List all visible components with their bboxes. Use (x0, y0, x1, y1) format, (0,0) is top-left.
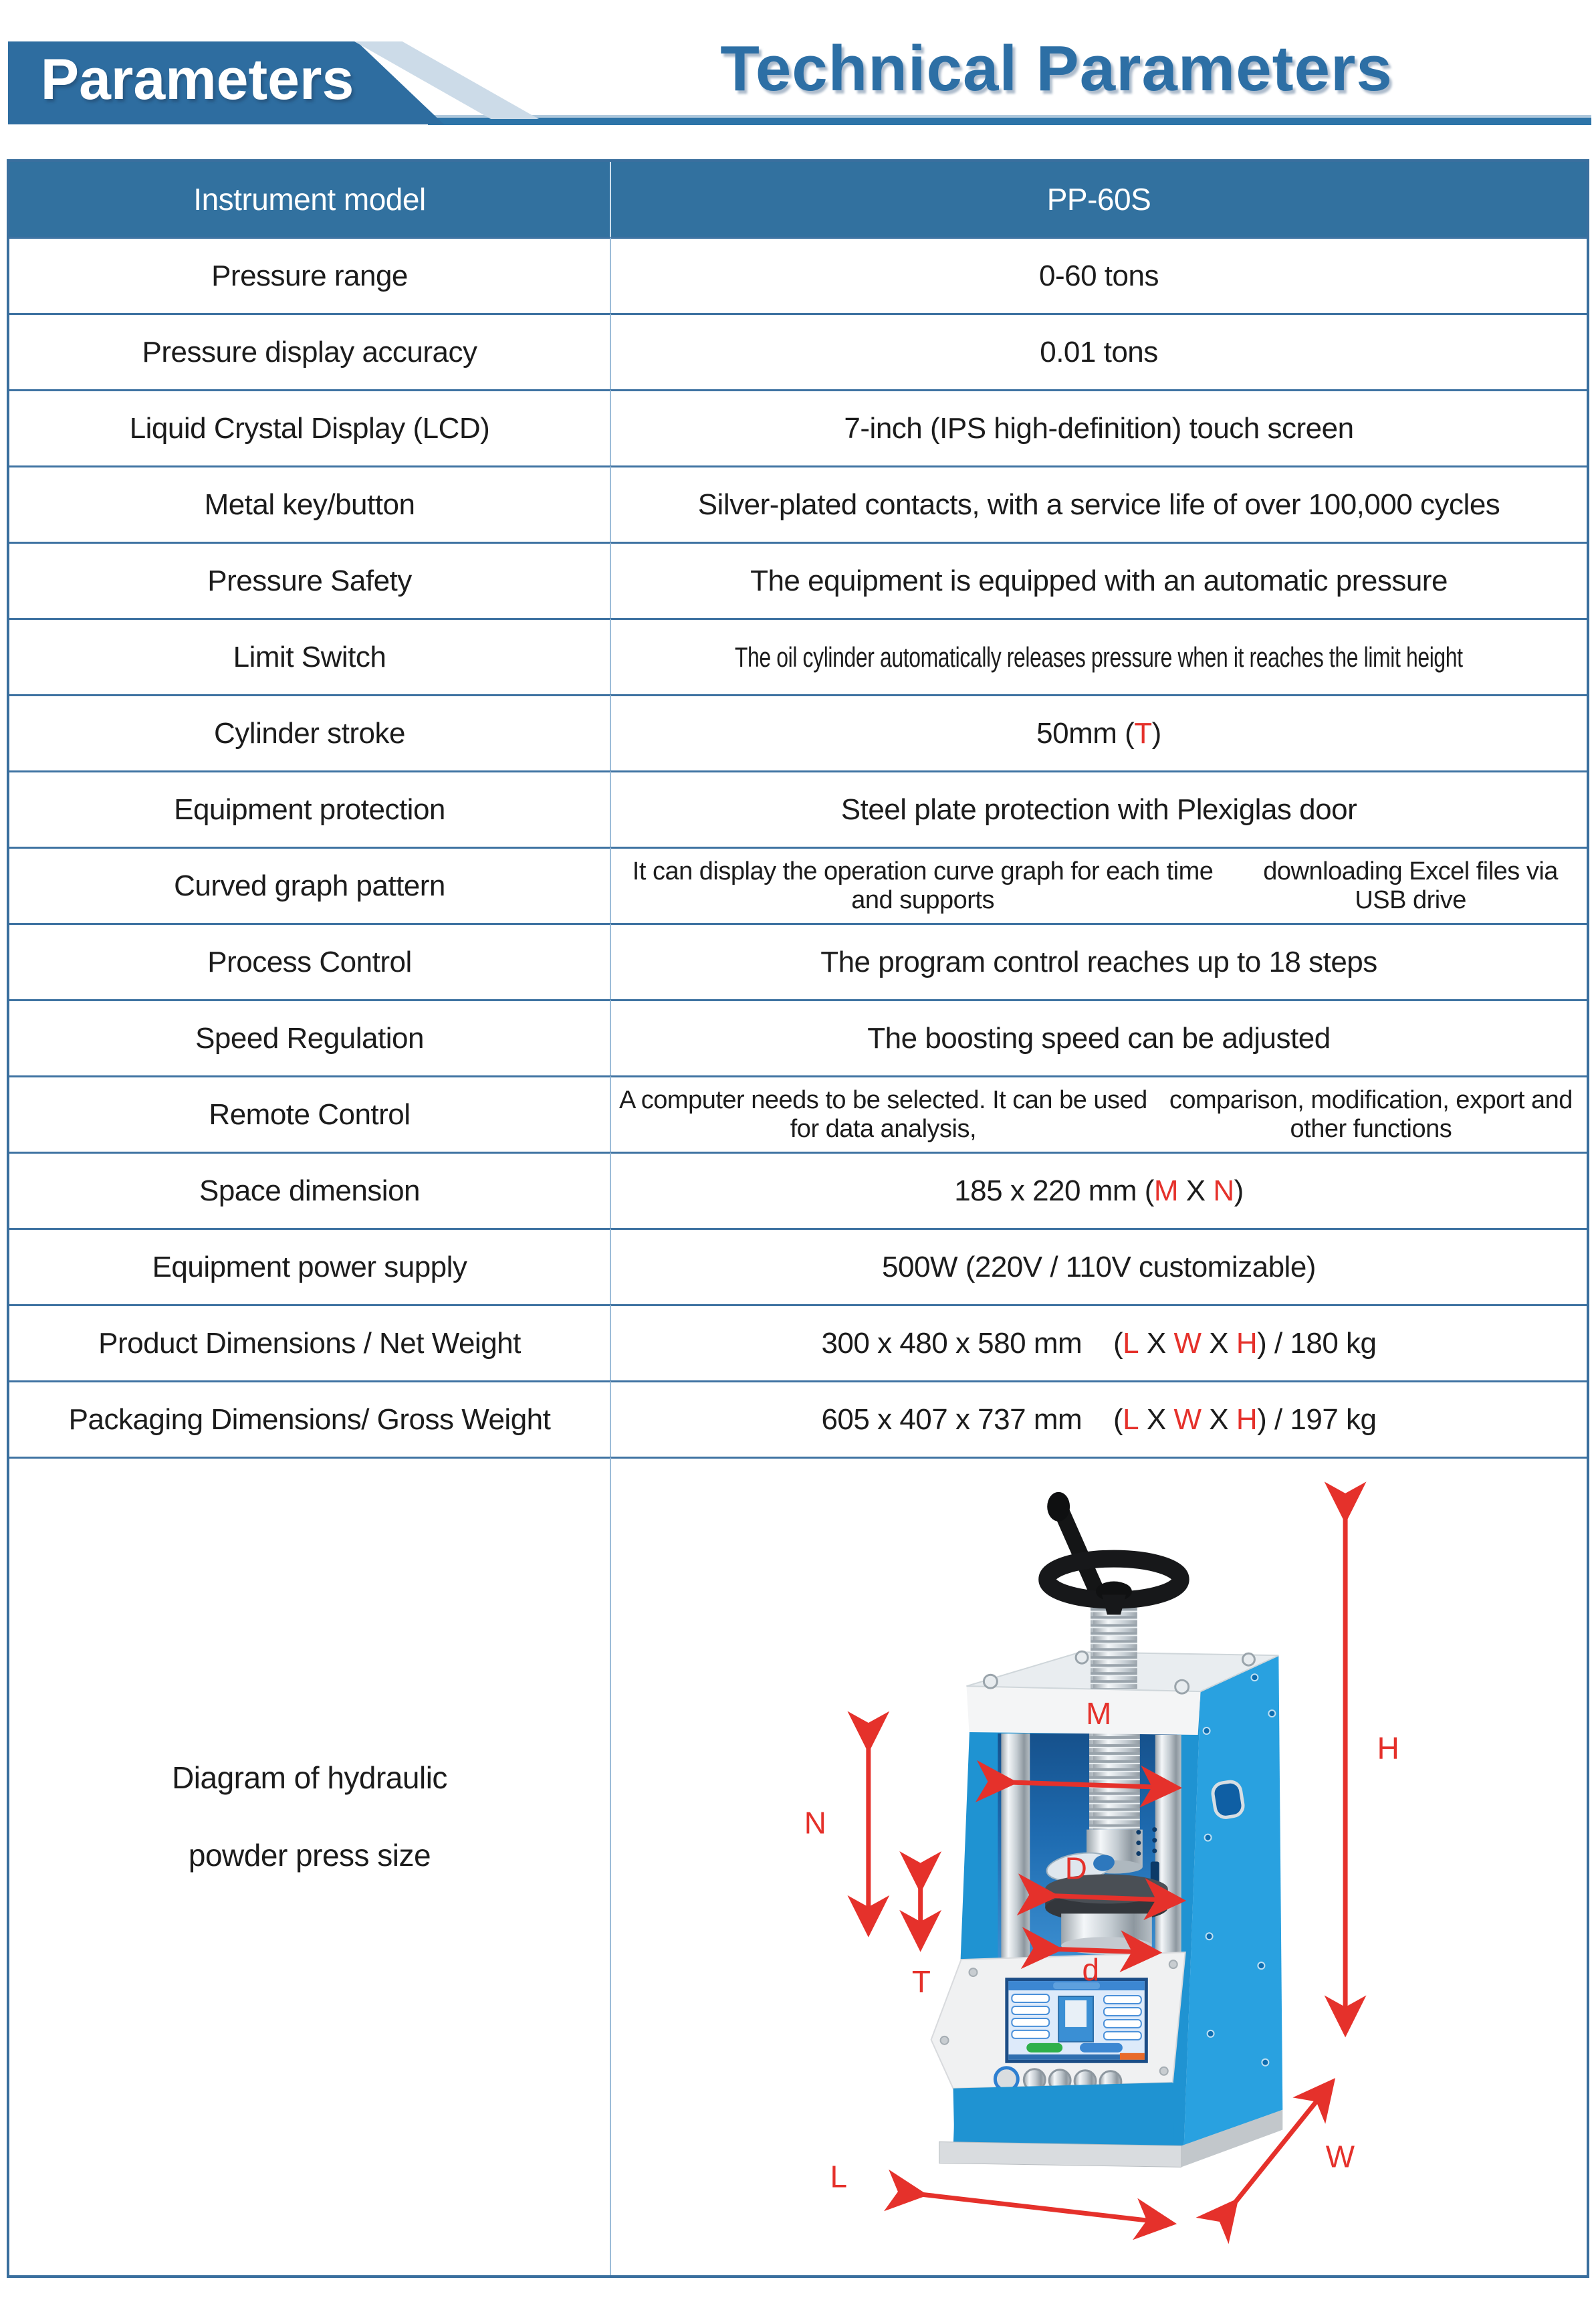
press-side-handle (1212, 1780, 1244, 1819)
header-rule (428, 118, 1591, 125)
limit-switch-text: The oil cylinder automatically releases pressure when it reaches the limit height (735, 641, 1463, 673)
row-label-equipment-protection: Equipment protection (9, 770, 611, 847)
press-handwheel (1047, 1492, 1181, 1615)
row-value-packaging-dimensions: 605 x 407 x 737 mm ( L X W X H ) / 197 kg (611, 1380, 1587, 1457)
diagram-caption-line1: Diagram of hydraulic (172, 1760, 447, 1795)
table-header-model-value: PP-60S (611, 162, 1587, 237)
dim-label-m: M (1086, 1696, 1111, 1731)
dim-arrow-d-small (1052, 1949, 1151, 1952)
row-label-product-dimensions: Product Dimensions / Net Weight (9, 1304, 611, 1380)
dim-label-h: H (1377, 1730, 1399, 1766)
dim-label-d-lower: d (1082, 1952, 1099, 1988)
row-value-space-dimension: 185 x 220 mm ( M X N ) (611, 1152, 1587, 1228)
dim-label-d-upper: D (1064, 1851, 1087, 1886)
row-label-lcd: Liquid Crystal Display (LCD) (9, 389, 611, 465)
dim-label-w: W (1325, 2139, 1355, 2174)
press-diagram-cell (611, 1457, 1587, 2275)
row-value-curved-graph: It can display the operation curve graph for each time and supports downloading Excel files via USB drive (611, 847, 1587, 923)
row-value-pressure-display-accuracy: 0.01 tons (611, 313, 1587, 389)
row-label-pressure-display-accuracy: Pressure display accuracy (9, 313, 611, 389)
row-value-remote-control: A computer needs to be selected. It can be used for data analysis, comparison, modification, export and other functions (611, 1075, 1587, 1152)
press-cabinet (953, 2083, 1174, 2147)
row-value-pressure-safety: The equipment is equipped with an automatic pressure (611, 542, 1587, 618)
press-base-front (939, 2141, 1181, 2167)
press-control-panel (931, 1952, 1185, 2092)
dim-label-t: T (911, 1964, 931, 2000)
row-label-curved-graph: Curved graph pattern (9, 847, 611, 923)
row-label-limit-switch: Limit Switch (9, 618, 611, 694)
row-value-power-supply: 500W (220V / 110V customizable) (611, 1228, 1587, 1304)
press-column-right (1155, 1735, 1181, 1958)
row-value-equipment-protection: Steel plate protection with Plexiglas door (611, 770, 1587, 847)
row-value-cylinder-stroke: 50mm ( T ) (611, 694, 1587, 770)
row-label-cylinder-stroke: Cylinder stroke (9, 694, 611, 770)
diagram-caption (9, 1457, 611, 2275)
row-value-limit-switch (611, 618, 1587, 694)
row-value-lcd: 7-inch (IPS high-definition) touch screen (611, 389, 1587, 465)
row-value-speed-regulation: The boosting speed can be adjusted (611, 999, 1587, 1075)
row-value-product-dimensions: 300 x 480 x 580 mm ( L X W X H ) / 180 kg (611, 1304, 1587, 1380)
parameters-banner-label: Parameters (40, 47, 354, 112)
row-label-space-dimension: Space dimension (9, 1152, 611, 1228)
press-diagram (611, 1459, 1587, 2275)
row-label-pressure-range: Pressure range (9, 237, 611, 313)
technical-parameters-table (7, 159, 1589, 2278)
table-header-model: Instrument model (9, 162, 611, 237)
row-label-metal-key: Metal key/button (9, 465, 611, 542)
row-value-metal-key: Silver-plated contacts, with a service life of over 100,000 cycles (611, 465, 1587, 542)
press-screw-lower (1089, 1734, 1140, 1830)
press-column-left (1001, 1734, 1030, 1958)
diagram-caption-line2: powder press size (188, 1838, 431, 1873)
row-value-pressure-range: 0-60 tons (611, 237, 1587, 313)
dim-arrow-l (917, 2194, 1165, 2222)
row-label-speed-regulation: Speed Regulation (9, 999, 611, 1075)
row-value-process-control: The program control reaches up to 18 steps (611, 923, 1587, 999)
press-machine (931, 1492, 1283, 2168)
row-label-pressure-safety: Pressure Safety (9, 542, 611, 618)
row-label-process-control: Process Control (9, 923, 611, 999)
row-label-remote-control: Remote Control (9, 1075, 611, 1152)
press-top-band (966, 1686, 1200, 1735)
dim-label-l: L (830, 2159, 847, 2194)
press-touchscreen (1005, 1978, 1147, 2063)
row-label-power-supply: Equipment power supply (9, 1228, 611, 1304)
dim-label-n: N (804, 1805, 826, 1841)
row-label-packaging-dimensions: Packaging Dimensions/ Gross Weight (9, 1380, 611, 1457)
page-title: Technical Parameters (720, 33, 1393, 104)
